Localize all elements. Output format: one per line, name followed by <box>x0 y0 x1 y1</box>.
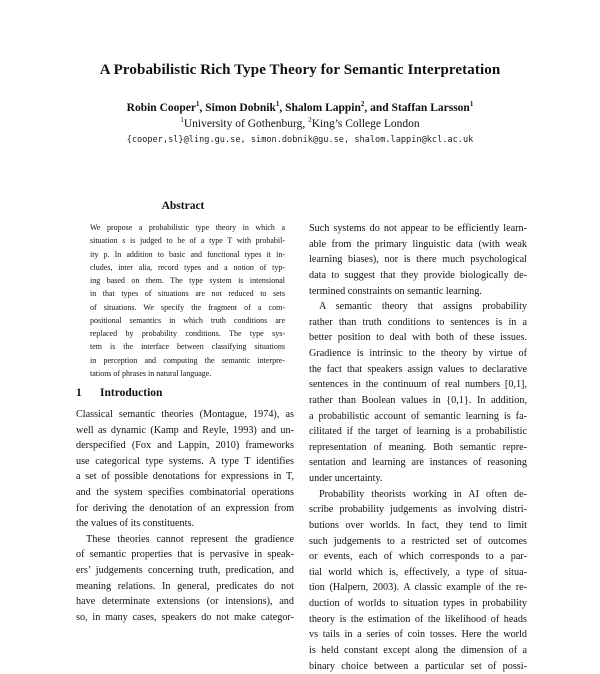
paper-title: A Probabilistic Rich Type Theory for Semantic Interpretation <box>0 62 600 79</box>
text-line: under uncertainty. <box>309 471 527 487</box>
abstract-heading: Abstract <box>70 200 296 212</box>
text-line: tem is the interface between classifying situations <box>90 340 285 353</box>
affiliation-mark: 1 <box>180 116 184 124</box>
text-line: of situations. We specify the fragment of a com- <box>90 301 285 314</box>
text-line: We propose a probabilistic type theory in which a <box>90 221 285 234</box>
right-column-body <box>309 221 527 674</box>
text-line: situation s is judged to be of a type T with probabil- <box>90 234 285 247</box>
text-line: for deriving the denotation of an expression from <box>76 501 294 517</box>
section-number: 1 <box>76 387 100 399</box>
text-line: Classical semantic theories (Montague, 1974), as <box>76 407 294 423</box>
text-line: have determinate extensions (or intensions), and <box>76 594 294 610</box>
text-line: ity p. In addition to basic and functional types it in- <box>90 248 285 261</box>
author-separator: , and <box>364 102 391 114</box>
text-line: sentences in the continuum of real numbers [0,1], <box>309 377 527 393</box>
text-line: Probability theorists working in AI often de- <box>309 487 527 503</box>
text-line: use categorical type systems. A type T identifies <box>76 454 294 470</box>
text-line: tations of phrases in natural language. <box>90 367 285 380</box>
author <box>285 102 391 114</box>
text-line: or events, each of which corresponds to a par- <box>309 549 527 565</box>
text-line: theory is the estimation of the likelihood of heads <box>309 612 527 628</box>
text-line: better position to deal with both of these issues. <box>309 330 527 346</box>
text-line: rather than truth conditions to sentences is in a <box>309 315 527 331</box>
affiliation-mark: 1 <box>196 100 200 108</box>
text-line: a set of possible denotations for expressions in T, <box>76 469 294 485</box>
text-line: data to suggest that they provide biologically de- <box>309 268 527 284</box>
text-line: the values of its constituents. <box>76 516 294 532</box>
author-separator: , <box>279 102 285 114</box>
section-heading <box>76 387 162 399</box>
introduction-body <box>76 407 294 625</box>
text-line: Gradience is intrinsic to the theory by virtue of <box>309 346 527 362</box>
text-line: well as dynamic (Kamp and Reyle, 1993) and un- <box>76 423 294 439</box>
author-list <box>0 102 600 114</box>
text-line: scribe probability judgements as involving distri- <box>309 502 527 518</box>
text-line: rather than Boolean values in {0,1}. In addition, <box>309 393 527 409</box>
affiliation: University of Gothenburg, <box>184 118 308 130</box>
text-line: such judgements to a restricted set of outcomes <box>309 534 527 550</box>
text-line: derspecified (Fox and Lappin, 2010) frameworks <box>76 438 294 454</box>
text-line: positional semantics in which truth conditions are <box>90 314 285 327</box>
author-separator: , <box>199 102 205 114</box>
author-name: Shalom Lappin <box>285 102 361 114</box>
affiliations <box>0 118 600 130</box>
text-line: and the system specifies combinatorial operations <box>76 485 294 501</box>
text-line: binary choice between a particular set of possi- <box>309 659 527 674</box>
text-line: learning biases), nor is there much psychological <box>309 252 527 268</box>
text-line: in that types of situations are not reduced to sets <box>90 287 285 300</box>
affiliation-mark: 2 <box>361 100 365 108</box>
text-line: able from the primary linguistic data (with weak <box>309 237 527 253</box>
text-line: cludes, inter alia, record types and a notion of typ- <box>90 261 285 274</box>
text-line: A semantic theory that assigns probability <box>309 299 527 315</box>
text-line: is held constant except along the dimension of a <box>309 643 527 659</box>
author <box>392 102 474 114</box>
text-line: tion (Halpern, 2003). A classic example of the re- <box>309 580 527 596</box>
abstract-body <box>90 221 285 380</box>
text-line: butions over worlds. In fact, they tend to limit <box>309 518 527 534</box>
author-name: Simon Dobnik <box>205 102 276 114</box>
text-line: vs tails in a series of coin tosses. Here the world <box>309 627 527 643</box>
affiliation-mark: 1 <box>276 100 280 108</box>
text-line: so, in many cases, speakers do not make categor- <box>76 610 294 626</box>
text-line: the fact that speakers assign values to declarative <box>309 362 527 378</box>
author <box>127 102 206 114</box>
author-emails: {cooper,sl}@ling.gu.se, simon.dobnik@gu.se, shalom.lappin@kcl.ac.uk <box>0 135 600 145</box>
text-line: duction of worlds to situation types in probability <box>309 596 527 612</box>
text-line: Such systems do not appear to be efficiently learn- <box>309 221 527 237</box>
text-line: of semantic properties that is pervasive in speak- <box>76 547 294 563</box>
section-title: Introduction <box>100 387 162 399</box>
text-line: tial world which is, effectively, a type of situa- <box>309 565 527 581</box>
affiliation-mark: 2 <box>308 116 312 124</box>
text-line: meaning relations. In general, predicates do not <box>76 579 294 595</box>
text-line: representation of meaning. Both semantic repre- <box>309 440 527 456</box>
affiliation: King’s College London <box>312 118 420 130</box>
affiliation-mark: 1 <box>470 100 474 108</box>
text-line: These theories cannot represent the gradience <box>76 532 294 548</box>
text-line: a probabilistic account of semantic learning is fa- <box>309 409 527 425</box>
text-line: termined constraints on semantic learning. <box>309 284 527 300</box>
text-line: cilitated if the target of learning is a probabilistic <box>309 424 527 440</box>
text-line: in perception and computing the semantic interpre- <box>90 354 285 367</box>
text-line: sentation and learning are instances of reasoning <box>309 455 527 471</box>
author <box>205 102 285 114</box>
text-line: replaced by probability conditions. The type sys- <box>90 327 285 340</box>
text-line: ing based on them. The type system is intensional <box>90 274 285 287</box>
author-name: Staffan Larsson <box>392 102 470 114</box>
text-line: ers’ judgements concerning truth, predication, and <box>76 563 294 579</box>
author-name: Robin Cooper <box>127 102 196 114</box>
